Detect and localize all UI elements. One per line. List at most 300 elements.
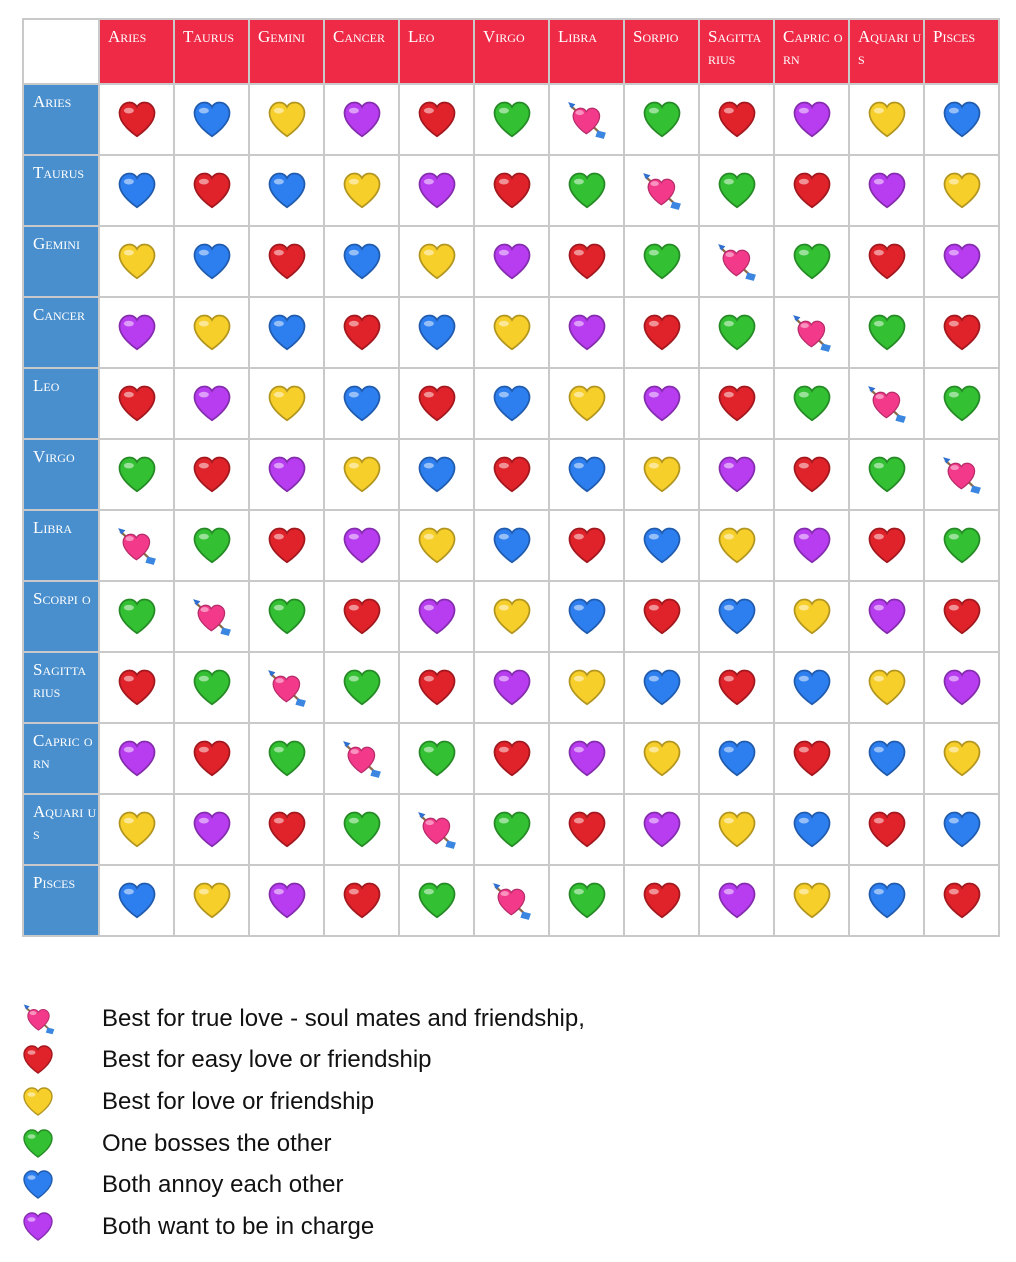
compatibility-cell <box>774 723 849 794</box>
red-heart-icon <box>117 384 157 424</box>
yellow-heart-icon <box>192 881 232 921</box>
red-heart-icon <box>867 242 907 282</box>
compatibility-cell <box>474 439 549 510</box>
yellow-heart-icon <box>492 597 532 637</box>
row-header: Leo <box>23 368 99 439</box>
compatibility-cell <box>174 723 249 794</box>
legend-item <box>22 1123 722 1165</box>
compatibility-cell <box>474 652 549 723</box>
yellow-heart-icon <box>942 171 982 211</box>
purple-heart-icon <box>117 313 157 353</box>
compatibility-cell <box>624 865 699 936</box>
blue-heart-icon <box>342 384 382 424</box>
compatibility-cell <box>249 439 324 510</box>
row-header: Virgo <box>23 439 99 510</box>
green-heart-icon <box>192 668 232 708</box>
compatibility-cell <box>324 226 399 297</box>
compatibility-cell <box>549 865 624 936</box>
yellow-heart-icon <box>417 526 457 566</box>
green-heart-icon <box>417 739 457 779</box>
yellow-heart-icon <box>867 100 907 140</box>
compatibility-cell <box>849 84 924 155</box>
compatibility-cell <box>549 581 624 652</box>
table-row <box>23 865 999 936</box>
compatibility-cell <box>474 226 549 297</box>
legend-label: Both want to be in charge <box>102 1212 375 1240</box>
green-heart-icon <box>567 171 607 211</box>
compatibility-cell <box>549 155 624 226</box>
red-heart-icon <box>22 1044 54 1076</box>
legend-icon <box>22 1044 102 1076</box>
yellow-heart-icon <box>117 810 157 850</box>
compatibility-cell <box>924 723 999 794</box>
compatibility-cell <box>324 723 399 794</box>
blue-heart-icon <box>867 739 907 779</box>
heart-with-arrow-icon <box>22 1002 56 1036</box>
yellow-heart-icon <box>717 526 757 566</box>
compatibility-cell <box>699 510 774 581</box>
column-header: Libra <box>549 19 624 84</box>
purple-heart-icon <box>417 597 457 637</box>
compatibility-cell <box>249 510 324 581</box>
red-heart-icon <box>342 881 382 921</box>
purple-heart-icon <box>267 881 307 921</box>
yellow-heart-icon <box>492 313 532 353</box>
heart-with-arrow-icon <box>266 667 308 709</box>
red-heart-icon <box>792 739 832 779</box>
compatibility-cell <box>249 84 324 155</box>
green-heart-icon <box>117 455 157 495</box>
compatibility-cell <box>249 581 324 652</box>
green-heart-icon <box>867 313 907 353</box>
compatibility-cell <box>174 794 249 865</box>
compatibility-cell <box>99 155 174 226</box>
blue-heart-icon <box>792 810 832 850</box>
legend-item <box>22 1164 722 1206</box>
yellow-heart-icon <box>642 739 682 779</box>
table-row <box>23 226 999 297</box>
heart-with-arrow-icon <box>791 312 833 354</box>
red-heart-icon <box>342 597 382 637</box>
compatibility-cell <box>774 794 849 865</box>
compatibility-cell <box>624 155 699 226</box>
compatibility-cell <box>699 84 774 155</box>
compatibility-cell <box>849 510 924 581</box>
red-heart-icon <box>417 384 457 424</box>
compatibility-cell <box>924 155 999 226</box>
compatibility-cell <box>774 368 849 439</box>
yellow-heart-icon <box>867 668 907 708</box>
compatibility-cell <box>849 581 924 652</box>
heart-with-arrow-icon <box>716 241 758 283</box>
table-row <box>23 368 999 439</box>
compatibility-cell <box>924 652 999 723</box>
row-header: Libra <box>23 510 99 581</box>
red-heart-icon <box>942 881 982 921</box>
legend <box>22 998 722 1248</box>
compatibility-cell <box>699 581 774 652</box>
compatibility-table <box>22 18 1000 937</box>
compatibility-cell <box>99 723 174 794</box>
green-heart-icon <box>942 384 982 424</box>
purple-heart-icon <box>792 526 832 566</box>
red-heart-icon <box>492 455 532 495</box>
row-header: Pisces <box>23 865 99 936</box>
table-row <box>23 652 999 723</box>
red-heart-icon <box>567 242 607 282</box>
blue-heart-icon <box>567 597 607 637</box>
compatibility-cell <box>249 155 324 226</box>
red-heart-icon <box>567 810 607 850</box>
red-heart-icon <box>267 242 307 282</box>
red-heart-icon <box>492 171 532 211</box>
compatibility-cell <box>849 297 924 368</box>
purple-heart-icon <box>192 810 232 850</box>
heart-with-arrow-icon <box>566 99 608 141</box>
purple-heart-icon <box>567 313 607 353</box>
compatibility-cell <box>549 723 624 794</box>
blue-heart-icon <box>642 526 682 566</box>
compatibility-cell <box>849 865 924 936</box>
table-row <box>23 794 999 865</box>
column-header: Capric orn <box>774 19 849 84</box>
compatibility-cell <box>774 865 849 936</box>
green-heart-icon <box>267 739 307 779</box>
blue-heart-icon <box>792 668 832 708</box>
purple-heart-icon <box>792 100 832 140</box>
compatibility-cell <box>99 84 174 155</box>
compatibility-cell <box>399 368 474 439</box>
green-heart-icon <box>492 810 532 850</box>
compatibility-cell <box>99 652 174 723</box>
legend-icon <box>22 1086 102 1118</box>
heart-with-arrow-icon <box>941 454 983 496</box>
column-header: Virgo <box>474 19 549 84</box>
heart-with-arrow-icon <box>491 880 533 922</box>
compatibility-cell <box>774 439 849 510</box>
purple-heart-icon <box>942 668 982 708</box>
yellow-heart-icon <box>942 739 982 779</box>
blue-heart-icon <box>567 455 607 495</box>
purple-heart-icon <box>267 455 307 495</box>
legend-item <box>22 1081 722 1123</box>
legend-item <box>22 1040 722 1082</box>
red-heart-icon <box>942 597 982 637</box>
heart-with-arrow-icon <box>191 596 233 638</box>
compatibility-cell <box>249 794 324 865</box>
legend-label: Best for true love - soul mates and friendship, <box>102 1004 585 1032</box>
compatibility-cell <box>174 652 249 723</box>
table-row <box>23 155 999 226</box>
compatibility-cell <box>399 510 474 581</box>
compatibility-cell <box>399 155 474 226</box>
table-row <box>23 439 999 510</box>
compatibility-cell <box>324 652 399 723</box>
legend-item <box>22 998 722 1040</box>
red-heart-icon <box>642 881 682 921</box>
purple-heart-icon <box>867 597 907 637</box>
compatibility-cell <box>99 297 174 368</box>
column-header: Sorpio <box>624 19 699 84</box>
column-header: Gemini <box>249 19 324 84</box>
purple-heart-icon <box>717 881 757 921</box>
row-header: Cancer <box>23 297 99 368</box>
row-header: Taurus <box>23 155 99 226</box>
red-heart-icon <box>792 171 832 211</box>
compatibility-cell <box>99 439 174 510</box>
purple-heart-icon <box>942 242 982 282</box>
purple-heart-icon <box>192 384 232 424</box>
purple-heart-icon <box>417 171 457 211</box>
table-row <box>23 510 999 581</box>
row-header: Scorpi o <box>23 581 99 652</box>
compatibility-cell <box>474 723 549 794</box>
compatibility-cell <box>399 723 474 794</box>
table-row <box>23 581 999 652</box>
compatibility-cell <box>99 226 174 297</box>
compatibility-cell <box>174 510 249 581</box>
compatibility-cell <box>174 581 249 652</box>
red-heart-icon <box>492 739 532 779</box>
compatibility-cell <box>774 84 849 155</box>
column-header: Aries <box>99 19 174 84</box>
compatibility-cell <box>549 226 624 297</box>
compatibility-cell <box>849 155 924 226</box>
green-heart-icon <box>867 455 907 495</box>
compatibility-cell <box>174 865 249 936</box>
compatibility-cell <box>624 84 699 155</box>
compatibility-cell <box>549 84 624 155</box>
compatibility-cell <box>399 297 474 368</box>
compatibility-cell <box>324 155 399 226</box>
compatibility-cell <box>249 865 324 936</box>
red-heart-icon <box>717 668 757 708</box>
blue-heart-icon <box>417 313 457 353</box>
compatibility-cell <box>699 368 774 439</box>
green-heart-icon <box>22 1128 54 1160</box>
corner-cell <box>23 19 99 84</box>
row-header: Aries <box>23 84 99 155</box>
column-header: Taurus <box>174 19 249 84</box>
red-heart-icon <box>192 739 232 779</box>
compatibility-cell <box>699 794 774 865</box>
green-heart-icon <box>942 526 982 566</box>
column-header: Pisces <box>924 19 999 84</box>
legend-label: Best for love or friendship <box>102 1087 375 1115</box>
compatibility-cell <box>624 439 699 510</box>
green-heart-icon <box>492 100 532 140</box>
legend-icon <box>22 1128 102 1160</box>
compatibility-cell <box>249 297 324 368</box>
red-heart-icon <box>942 313 982 353</box>
red-heart-icon <box>567 526 607 566</box>
green-heart-icon <box>792 384 832 424</box>
green-heart-icon <box>567 881 607 921</box>
compatibility-cell <box>399 226 474 297</box>
compatibility-cell <box>399 652 474 723</box>
compatibility-cell <box>849 226 924 297</box>
compatibility-cell <box>699 226 774 297</box>
red-heart-icon <box>192 171 232 211</box>
green-heart-icon <box>417 881 457 921</box>
blue-heart-icon <box>22 1169 54 1201</box>
purple-heart-icon <box>867 171 907 211</box>
compatibility-cell <box>549 794 624 865</box>
yellow-heart-icon <box>342 171 382 211</box>
legend-label: One bosses the other <box>102 1129 332 1157</box>
red-heart-icon <box>867 810 907 850</box>
purple-heart-icon <box>642 810 682 850</box>
red-heart-icon <box>267 810 307 850</box>
blue-heart-icon <box>867 881 907 921</box>
heart-with-arrow-icon <box>416 809 458 851</box>
blue-heart-icon <box>417 455 457 495</box>
compatibility-cell <box>99 368 174 439</box>
compatibility-cell <box>624 581 699 652</box>
compatibility-cell <box>924 297 999 368</box>
blue-heart-icon <box>642 668 682 708</box>
legend-label: Both annoy each other <box>102 1171 344 1199</box>
blue-heart-icon <box>117 881 157 921</box>
purple-heart-icon <box>717 455 757 495</box>
blue-heart-icon <box>717 739 757 779</box>
yellow-heart-icon <box>267 384 307 424</box>
yellow-heart-icon <box>417 242 457 282</box>
compatibility-cell <box>399 865 474 936</box>
red-heart-icon <box>417 100 457 140</box>
compatibility-cell <box>474 84 549 155</box>
blue-heart-icon <box>117 171 157 211</box>
yellow-heart-icon <box>567 384 607 424</box>
compatibility-cell <box>774 581 849 652</box>
red-heart-icon <box>792 455 832 495</box>
compatibility-cell <box>474 581 549 652</box>
compatibility-cell <box>924 510 999 581</box>
legend-icon <box>22 1169 102 1201</box>
row-header: Sagitta rius <box>23 652 99 723</box>
compatibility-cell <box>549 439 624 510</box>
compatibility-cell <box>624 226 699 297</box>
green-heart-icon <box>342 810 382 850</box>
compatibility-cell <box>924 581 999 652</box>
red-heart-icon <box>717 384 757 424</box>
yellow-heart-icon <box>267 100 307 140</box>
legend-label: Best for easy love or friendship <box>102 1046 432 1074</box>
compatibility-cell <box>474 794 549 865</box>
compatibility-cell <box>324 510 399 581</box>
blue-heart-icon <box>492 526 532 566</box>
yellow-heart-icon <box>117 242 157 282</box>
purple-heart-icon <box>342 526 382 566</box>
compatibility-cell <box>324 439 399 510</box>
heart-with-arrow-icon <box>641 170 683 212</box>
purple-heart-icon <box>642 384 682 424</box>
compatibility-cell <box>324 865 399 936</box>
compatibility-cell <box>174 155 249 226</box>
blue-heart-icon <box>192 242 232 282</box>
yellow-heart-icon <box>792 597 832 637</box>
compatibility-cell <box>624 368 699 439</box>
compatibility-cell <box>549 510 624 581</box>
compatibility-cell <box>324 794 399 865</box>
column-header: Cancer <box>324 19 399 84</box>
compatibility-cell <box>774 155 849 226</box>
compatibility-cell <box>849 794 924 865</box>
blue-heart-icon <box>342 242 382 282</box>
green-heart-icon <box>642 242 682 282</box>
red-heart-icon <box>642 597 682 637</box>
yellow-heart-icon <box>792 881 832 921</box>
compatibility-cell <box>774 652 849 723</box>
compatibility-cell <box>474 510 549 581</box>
red-heart-icon <box>192 455 232 495</box>
legend-icon <box>22 1002 102 1036</box>
compatibility-cell <box>699 439 774 510</box>
blue-heart-icon <box>192 100 232 140</box>
compatibility-cell <box>699 297 774 368</box>
green-heart-icon <box>192 526 232 566</box>
purple-heart-icon <box>342 100 382 140</box>
blue-heart-icon <box>942 100 982 140</box>
compatibility-cell <box>774 226 849 297</box>
purple-heart-icon <box>567 739 607 779</box>
compatibility-cell <box>924 226 999 297</box>
compatibility-cell <box>399 84 474 155</box>
yellow-heart-icon <box>717 810 757 850</box>
heart-with-arrow-icon <box>116 525 158 567</box>
compatibility-cell <box>849 723 924 794</box>
red-heart-icon <box>117 100 157 140</box>
compatibility-cell <box>549 297 624 368</box>
green-heart-icon <box>642 100 682 140</box>
green-heart-icon <box>117 597 157 637</box>
blue-heart-icon <box>942 810 982 850</box>
row-header: Capric orn <box>23 723 99 794</box>
row-header: Gemini <box>23 226 99 297</box>
compatibility-cell <box>399 439 474 510</box>
blue-heart-icon <box>267 171 307 211</box>
row-header: Aquari us <box>23 794 99 865</box>
compatibility-cell <box>249 368 324 439</box>
compatibility-cell <box>324 581 399 652</box>
compatibility-cell <box>99 510 174 581</box>
red-heart-icon <box>117 668 157 708</box>
compatibility-cell <box>399 581 474 652</box>
compatibility-cell <box>249 723 324 794</box>
purple-heart-icon <box>22 1211 54 1243</box>
compatibility-cell <box>249 226 324 297</box>
green-heart-icon <box>342 668 382 708</box>
compatibility-cell <box>174 297 249 368</box>
compatibility-cell <box>99 865 174 936</box>
red-heart-icon <box>417 668 457 708</box>
compatibility-cell <box>924 368 999 439</box>
table-row <box>23 723 999 794</box>
compatibility-cell <box>399 794 474 865</box>
yellow-heart-icon <box>342 455 382 495</box>
yellow-heart-icon <box>192 313 232 353</box>
compatibility-cell <box>849 652 924 723</box>
compatibility-cell <box>324 297 399 368</box>
compatibility-cell <box>324 84 399 155</box>
compatibility-cell <box>174 226 249 297</box>
purple-heart-icon <box>117 739 157 779</box>
red-heart-icon <box>717 100 757 140</box>
compatibility-cell <box>249 652 324 723</box>
compatibility-cell <box>549 368 624 439</box>
compatibility-cell <box>699 155 774 226</box>
compatibility-cell <box>624 510 699 581</box>
